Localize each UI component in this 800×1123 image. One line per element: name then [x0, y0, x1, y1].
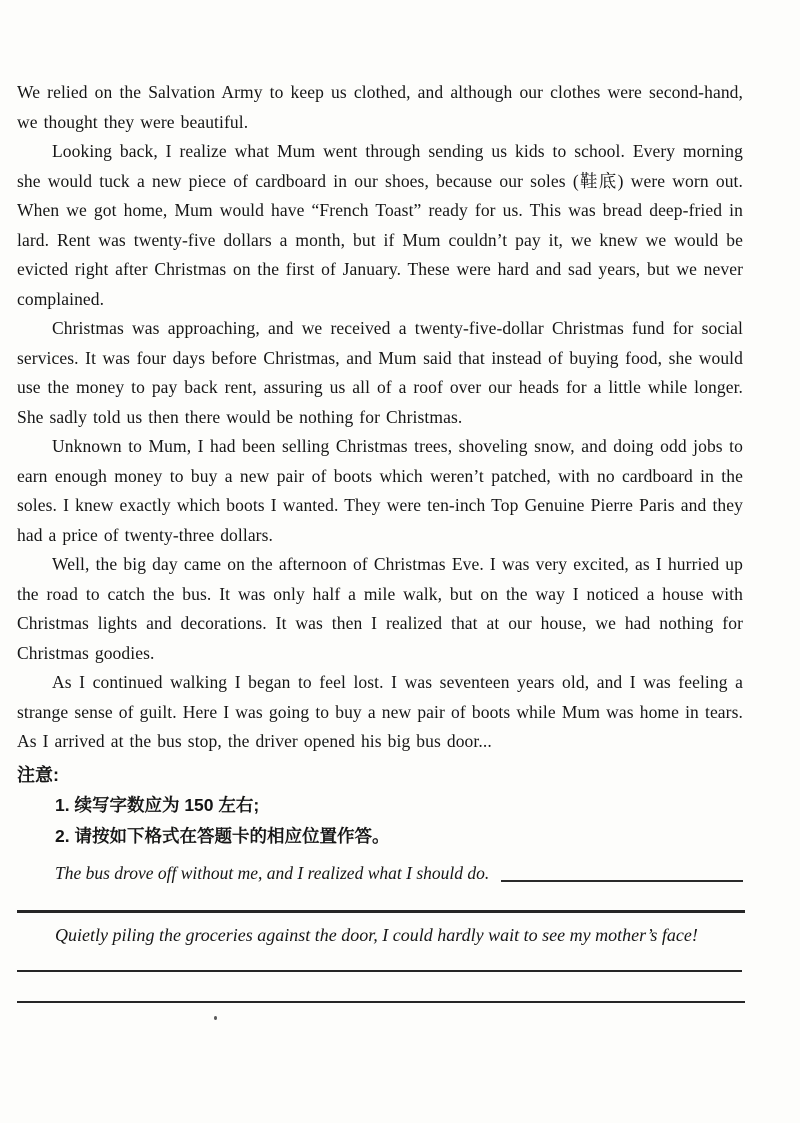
scan-speck [214, 1016, 217, 1020]
notice-label: 注意: [17, 764, 59, 785]
answer-blank-line [501, 880, 743, 882]
opening-sentence: The bus drove off without me, and I realized what I should do. [55, 862, 490, 883]
writing-line-1 [17, 970, 742, 972]
passage-paragraph: Christmas was approaching, and we received a twenty-five-dollar Christmas fund for social services. It was four days before Christmas, and Mum said that instead of buying food, she would use the money to pay back rent, assuring us all of a roof over our heads for a little while longer. She sadly told us then there would be nothing for Christmas. [17, 318, 743, 427]
passage-paragraph: Unknown to Mum, I had been selling Christmas trees, shoveling snow, and doing odd jobs to earn enough money to buy a new pair of boots which weren’t patched, with no cardboard in the soles. I knew exactly which boots I wanted. They were ten-inch Top Genuine Pierre Paris and they had a price of twenty-three dollars. [17, 436, 743, 545]
passage-paragraph: Well, the big day came on the afternoon of Christmas Eve. I was very excited, as I hurried up the road to catch the bus. It was only half a mile walk, but on the way I noticed a house with Christmas lights and decorations. It was then I realized that at our house, we had nothing for Christmas goodies. [17, 554, 743, 663]
passage-paragraph: As I continued walking I began to feel lost. I was seventeen years old, and I was feeling a strange sense of guilt. Here I was going to buy a new pair of boots while Mum was home in tears. As I arrived at the bus stop, the driver opened his big bus door... [17, 672, 743, 751]
writing-line-2 [17, 1001, 745, 1003]
notice-item-2: 2. 请按如下格式在答题卡的相应位置作答。 [55, 826, 390, 846]
ending-sentence: Quietly piling the groceries against the door, I could hardly wait to see my mother’s face! [55, 925, 698, 945]
notice-item-1: 1. 续写字数应为 150 左右; [55, 794, 260, 815]
passage-paragraph: Looking back, I realize what Mum went through sending us kids to school. Every morning she would tuck a new piece of cardboard in our shoes, because our soles (鞋底) were worn out. When we got home, Mum would have “French Toast” ready for us. This was bread deep-fried in lard. Rent was twenty-five dollars a month, but if Mum couldn’t pay it, we knew we would be evicted right after Christmas on the first of January. These were hard and sad years, but we never complained. [17, 141, 743, 309]
continuation-prompt-row [55, 860, 743, 886]
reading-passage [17, 78, 743, 886]
divider-line [17, 910, 745, 913]
passage-paragraph: We relied on the Salvation Army to keep us clothed, and although our clothes were second-hand, we thought they were beautiful. [17, 82, 743, 132]
